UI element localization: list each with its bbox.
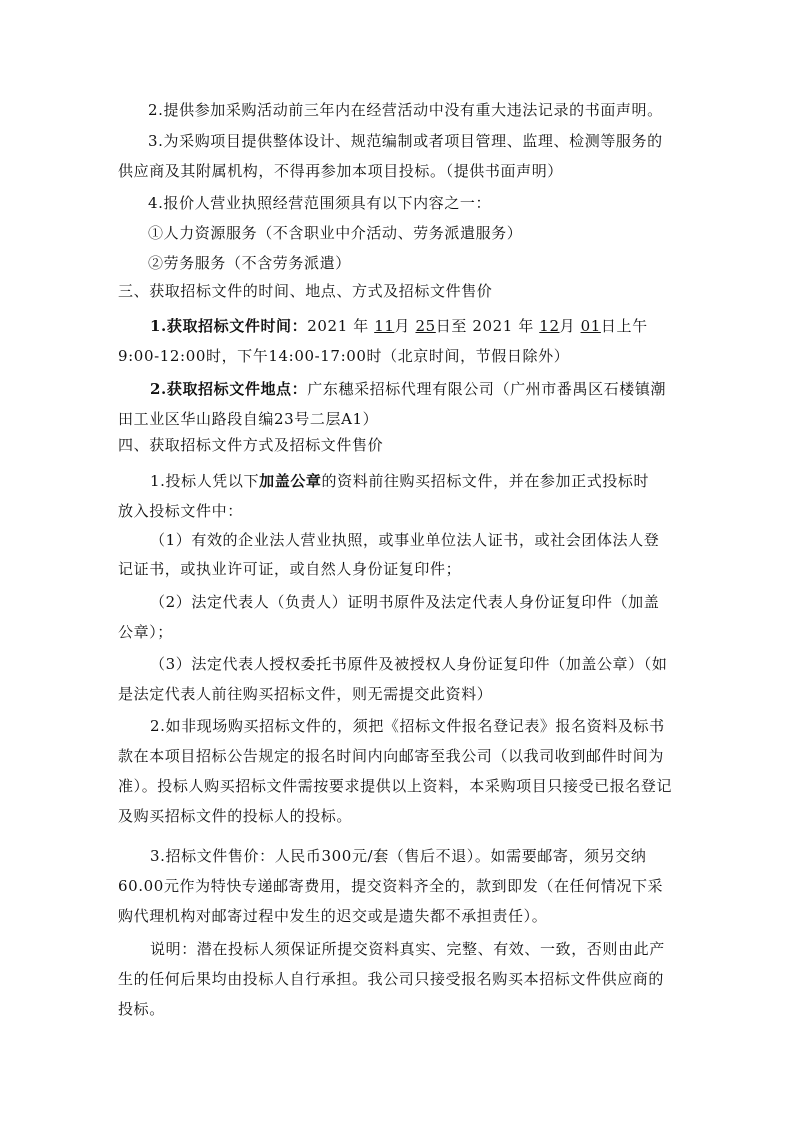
paragraph-line: ②劳务服务（不含劳务派遣）: [148, 254, 351, 272]
place-line: 2.获取招标文件地点：广东穗采招标代理有限公司（广州市番禺区石楼镇潮: [150, 380, 667, 398]
paragraph-line: ①人力资源服务（不含职业中介活动、劳务派遣服务）: [148, 224, 523, 242]
paragraph-line: 2.提供参加采购活动前三年内在经营活动中没有重大违法记录的书面声明。: [148, 101, 663, 119]
paragraph-line: 生的任何后果均由投标人自行承担。我公司只接受报名购买本招标文件供应商的: [118, 970, 665, 988]
paragraph-line: 60.00元作为特快专递邮寄费用，提交资料齐全的，款到即发（在任何情况下采: [118, 877, 664, 895]
paragraph-line: 3.招标文件售价：人民币300元/套（售后不退）。如需要邮寄，须另交纳: [150, 847, 647, 865]
paragraph-line: 购代理机构对邮寄过程中发生的迟交或是遗失都不承担责任）。: [118, 907, 548, 925]
paragraph-line: 放入投标文件中：: [118, 502, 243, 520]
time-month2: 12: [539, 317, 560, 335]
paragraph-line: 公章）；: [118, 623, 173, 641]
paragraph-line: 田工业区华山路段自编23号二层A1）: [118, 410, 379, 428]
time-day2: 01: [580, 317, 601, 335]
paragraph-line: （3）法定代表人授权委托书原件及被授权人身份证复印件（加盖公章）（如: [150, 655, 668, 673]
time-line: 1.获取招标文件时间：2021 年 11月 25日至 2021 年 12月 01日上午: [150, 317, 648, 335]
paragraph-line: 2.如非现场购买招标文件的，须把《招标文件报名登记表》报名资料及标书: [150, 717, 665, 735]
time-label: 1.获取招标文件时间：: [150, 317, 308, 335]
paragraph-line: （2）法定代表人（负责人）证明书原件及法定代表人身份证复印件（加盖: [150, 593, 660, 611]
paragraph-line: 说明：潜在投标人须保证所提交资料真实、完整、有效、一致，否则由此产: [150, 940, 665, 958]
place-label: 2.获取招标文件地点：: [150, 380, 308, 398]
paragraph-line: 准）。投标人购买招标文件需按要求提供以上资料，本采购项目只接受已报名登记: [118, 777, 673, 795]
time-year1: 2021: [307, 317, 348, 335]
paragraph-line: 9:00-12:00时，下午14:00-17:00时（北京时间，节假日除外）: [118, 347, 570, 365]
time-month1: 11: [374, 317, 395, 335]
paragraph-line: 4.报价人营业执照经营范围须具有以下内容之一：: [148, 194, 492, 212]
time-year2: 2021: [472, 317, 513, 335]
item1-line: 1.投标人凭以下加盖公章的资料前往购买招标文件，并在参加正式投标时: [150, 472, 650, 490]
paragraph-line: 记证书，或执业许可证，或自然人身份证复印件；: [118, 560, 462, 578]
paragraph-line: 3.为采购项目提供整体设计、规范编制或者项目管理、监理、检测等服务的: [148, 132, 663, 150]
paragraph-line: 投标。: [118, 1000, 165, 1018]
emphasis: 加盖公章: [259, 472, 322, 490]
paragraph-line: 是法定代表人前往购买招标文件，则无需提交此资料）: [118, 685, 493, 703]
paragraph-line: 及购买招标文件的投标人的投标。: [118, 807, 353, 825]
time-day1: 25: [415, 317, 436, 335]
section-heading: 三、获取招标文件的时间、地点、方式及招标文件售价: [118, 282, 493, 300]
paragraph-line: 款在本项目招标公告规定的报名时间内向邮寄至我公司（以我司收到邮件时间为: [118, 747, 665, 765]
paragraph-line: 供应商及其附属机构，不得再参加本项目投标。（提供书面声明）: [118, 162, 563, 180]
paragraph-line: （1）有效的企业法人营业执照，或事业单位法人证书，或社会团体法人登: [150, 531, 660, 549]
section-heading: 四、获取招标文件方式及招标文件售价: [118, 436, 384, 454]
